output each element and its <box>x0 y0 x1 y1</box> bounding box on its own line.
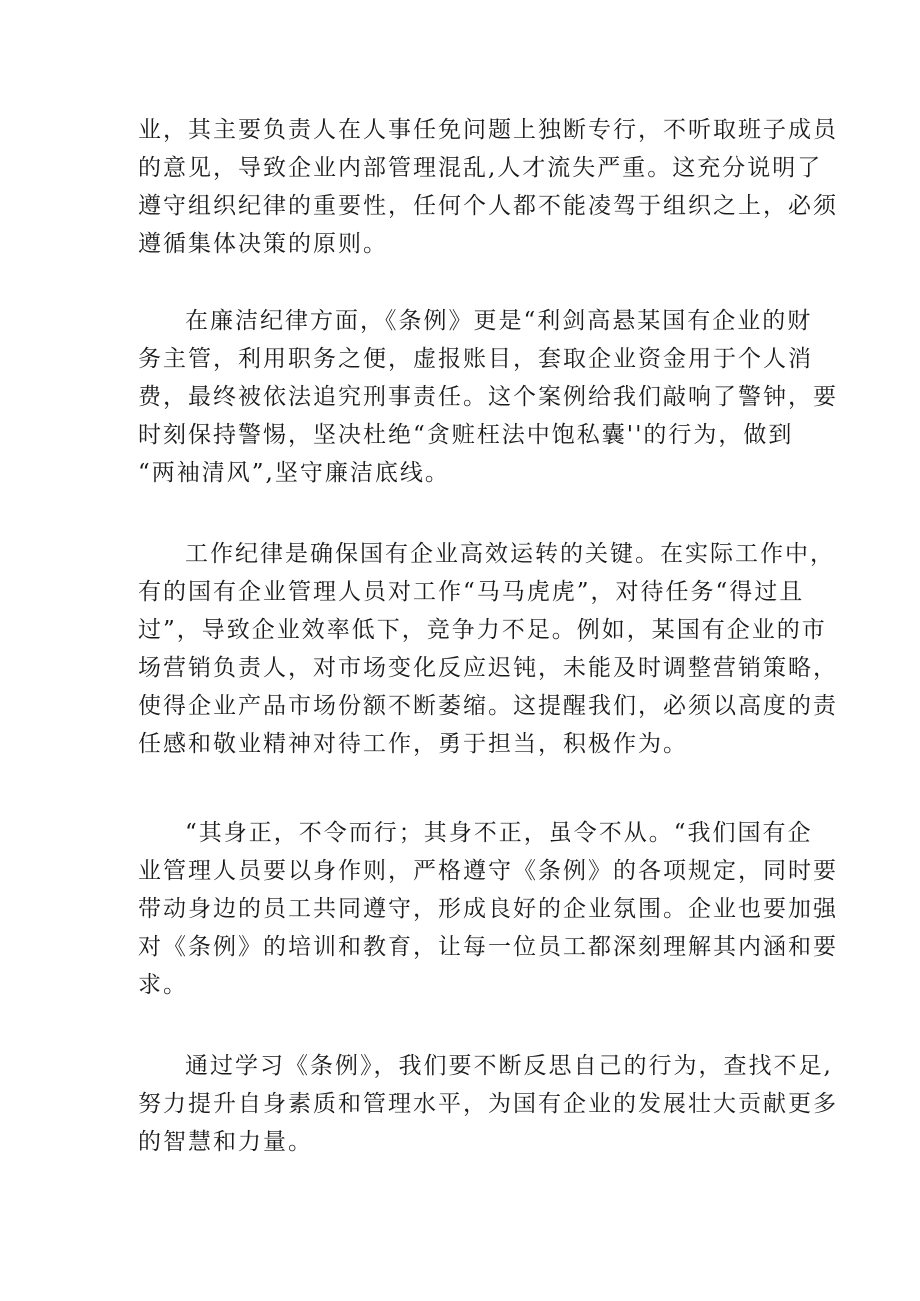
paragraph-4 <box>138 814 838 1004</box>
paragraph-line: 任感和敬业精神对待工作，勇于担当，积极作为。 <box>138 731 688 757</box>
paragraph-line: 对《条例》的培训和教育，让每一位员工都深刻理解其内涵和要 <box>138 934 838 960</box>
paragraph-line: 场营销负责人，对市场变化反应迟钝，未能及时调整营销策略， <box>138 655 838 681</box>
paragraph-line: 有的国有企业管理人员对工作“马马虎虎”，对待任务“得过且 <box>138 579 805 605</box>
paragraph-line: 过”，导致企业效率低下，竞争力不足。例如，某国有企业的市 <box>138 617 827 643</box>
paragraph-line: 在廉洁纪律方面，《条例》更是“利剑高悬某国有企业的财 <box>185 308 813 334</box>
paragraph-2 <box>138 302 838 492</box>
paragraph-3 <box>138 535 838 763</box>
paragraph-line: 费，最终被依法追究刑事责任。这个案例给我们敲响了警钟，要 <box>138 384 838 410</box>
paragraph-line: 努力提升自身素质和管理水平，为国有企业的发展壮大贡献更多 <box>138 1091 838 1117</box>
paragraph-line: 业管理人员要以身作则，严格遵守《条例》的各项规定，同时要 <box>138 858 838 884</box>
paragraph-line: 的智慧和力量。 <box>138 1129 313 1155</box>
paragraph-line: 通过学习《条例》，我们要不断反思自己的行为，查找不足, <box>185 1053 833 1079</box>
paragraph-line: 带动身边的员工共同遵守，形成良好的企业氛围。企业也要加强 <box>138 896 838 922</box>
paragraph-line: 时刻保持警惕，坚决杜绝“贪赃枉法中饱私囊''的行为，做到 <box>138 422 794 448</box>
paragraph-line: “其身正，不令而行；其身不正，虽令不从。“我们国有企 <box>185 820 813 846</box>
paragraph-line: 求。 <box>138 972 188 998</box>
paragraph-line: “两袖清风”,坚守廉洁底线。 <box>138 460 450 486</box>
paragraph-line: 务主管，利用职务之便，虚报账目，套取企业资金用于个人消 <box>138 346 813 372</box>
paragraph-line: 遵守组织纪律的重要性，任何个人都不能凌驾于组织之上，必须 <box>138 193 838 219</box>
paragraph-line: 使得企业产品市场份额不断萎缩。这提醒我们，必须以高度的责 <box>138 693 838 719</box>
paragraph-5 <box>138 1047 838 1161</box>
paragraph-1 <box>138 111 838 263</box>
paragraph-line: 工作纪律是确保国有企业高效运转的关键。在实际工作中， <box>185 541 835 567</box>
paragraph-line: 的意见，导致企业内部管理混乱,人才流失严重。这充分说明了 <box>138 155 823 181</box>
paragraph-line: 遵循集体决策的原则。 <box>138 231 388 257</box>
paragraph-line: 业，其主要负责人在人事任免问题上独断专行，不听取班子成员 <box>138 117 838 143</box>
